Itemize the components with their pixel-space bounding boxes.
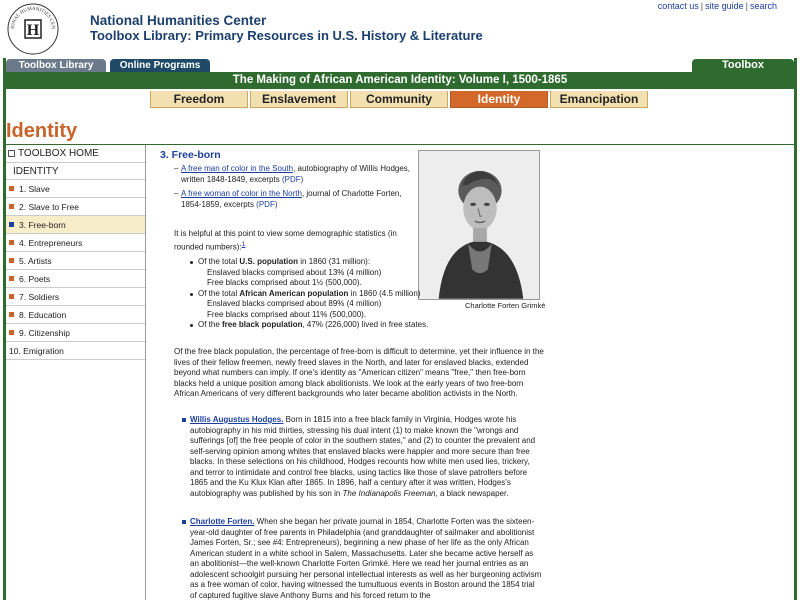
bullet-icon [9,312,14,317]
sidebar-item-slave[interactable]: 1. Slave [6,180,145,198]
search-link[interactable]: search [749,1,777,11]
sidebar-item-emigration[interactable]: 10. Emigration [6,342,145,360]
sidebar-item-slave-to-free[interactable]: 2. Slave to Free [6,198,145,216]
sidebar-toolbox-home[interactable]: TOOLBOX HOME [6,145,145,163]
bullet-icon [9,222,14,227]
bio-forten: Charlotte Forten. When she began her private journal in 1854, Charlotte Forten was the sixteen-year-old daughter of free parents in Philadelphia (and granddaughter of sailmaker and abolitionist James Forten, Sr.; see #4: Entrepreneurs), beginning a new phase of her life as the only African American student in a white school in Salem, Massachusetts. Later she became active herself as an abolitionist—the well-known Charlotte Forten Grimké. Here we read her journal entries as an adolescent schoolgirl pursuing her personal intellectual interests as well as her burgeoning activism as a free woman of color, having witnessed the tumultuous events in Boston around the 1854 trial of captured fugitive slave Anthony Burns and his forced return to the [190,517,542,600]
pdf-link-forten[interactable]: (PDF) [256,199,278,209]
bio-link-forten[interactable]: Charlotte Forten. [190,517,255,526]
list-item: Of the total African American population in 1860 (4.5 million) Enslaved blacks comprised about 89% (4 million) Free blacks comprised about 11% (500,000). [190,289,460,321]
bullet-icon [9,276,14,281]
bio-link-hodges[interactable]: Willis Augustus Hodges. [190,415,284,424]
home-icon [8,150,15,157]
list-item: – A free woman of color in the North, journal of Charlotte Forten, 1854-1859, excerpts (PDF) [174,189,424,210]
pdf-link-hodges[interactable]: (PDF) [281,174,304,184]
tab-toolbox[interactable]: Toolbox [692,59,794,72]
intro-text: It is helpful at this point to view some demographic statistics (in rounded numbers):$^1$ [174,229,397,252]
sidebar-item-citizenship[interactable]: 9. Citizenship [6,324,145,342]
bullet-icon [9,258,14,263]
sidebar-item-education[interactable]: 8. Education [6,306,145,324]
section-title: 3. Free-born [160,149,221,161]
bio-hodges: Willis Augustus Hodges. Born in 1815 into a free black family in Virginia, Hodges wrote his autobiography in his mid thirties, stressing his dual intent (1) to make known the "wrongs and sufferings [of] the free people of color in the southern states," and (2) to counter the prevalent and self-serving opinion among whites that enslaved blacks were happier and more secure than free blacks. In these selections on his childhood, Hodges recounts how white men used lies, trickery, and terror to intimidate and control free blacks, using tactics like those of slave patrollers before 1865 and the Ku Klux Klan after 1865. In 1896, half a century after it was written, Hodges's autobiography was published by his son in The Indianapolis Freeman, a black newspaper. [190,415,542,499]
sidebar-item-entrepreneurs[interactable]: 4. Entrepreneurs [6,234,145,252]
org-name[interactable]: National Humanities Center [90,13,267,28]
theme-tab-enslavement[interactable]: Enslavement [250,91,348,108]
sidebar-item-soldiers[interactable]: 7. Soldiers [6,288,145,306]
svg-text:NATIONAL HUMANITIES CENTER: IONAL HUMANITIES CEN [10,6,56,30]
volume-title-bar: The Making of African American Identity: Volume I, 1500-1865 [6,72,794,89]
list-item: Of the free black population, 47% (226,000) lived in free states. [190,320,460,331]
site-guide-link[interactable]: site guide [705,1,744,11]
tab-online-programs[interactable]: Online Programs [110,59,210,72]
nhc-logo[interactable] [6,2,60,56]
theme-tab-emancipation[interactable]: Emancipation [550,91,648,108]
org-subtitle[interactable]: Toolbox Library: Primary Resources in U.S. History & Literature [90,28,483,43]
portrait-caption: Charlotte Forten Grimké [465,301,546,310]
body-paragraph: Of the free black population, the percentage of free-born is difficult to determine, yet their influence in the lives of their fellow freemen, newly freed slaves in the North, and later for enslaved blacks, extended beyond what numbers can imply. If one's identity as "American citizen" means "free," then free-born blacks held a unique position among black abolitionists. We look at the early years of two free-born African Americans of very different backgrounds who later became abolition activists in the North. [174,347,544,398]
theme-tab-freedom[interactable]: Freedom [150,91,248,108]
sidebar-item-artists[interactable]: 5. Artists [6,252,145,270]
source-list [174,164,424,214]
bullet-icon [9,186,14,191]
statistics-list [190,257,460,331]
theme-tab-identity[interactable]: Identity [450,91,548,108]
bullet-icon [182,418,186,422]
sidebar-identity[interactable]: IDENTITY [6,163,145,180]
tab-toolbox-library[interactable]: Toolbox Library [6,59,106,72]
bullet-icon [9,294,14,299]
page-title: Identity [6,120,78,142]
site-header [0,0,800,58]
bullet-icon [9,204,14,209]
top-tabs [6,59,800,72]
bullet-icon [182,520,186,524]
list-item: Of the total U.S. population in 1860 (31 million): Enslaved blacks comprised about 13% (4 million) Free blacks comprised about 1½ (500,000). [190,257,460,289]
list-item: – A free man of color in the South, autobiography of Willis Hodges, written 1848-1849, excerpts (PDF) [174,164,424,185]
svg-text:H: H [26,22,40,39]
source-link-hodges[interactable]: A free man of color in the South [181,164,294,173]
contact-us-link[interactable]: contact us [657,1,699,11]
sidebar-item-free-born[interactable]: 3. Free-born [6,216,145,234]
footnote-link[interactable]: 1 [241,240,246,248]
source-link-forten[interactable]: A free woman of color in the North [181,189,302,198]
theme-tab-community[interactable]: Community [350,91,448,108]
sidebar [6,145,146,600]
top-links: contact us | site guide | search [657,1,777,11]
bullet-icon [9,240,14,245]
bullet-icon [9,330,14,335]
right-frame-rule [794,58,797,600]
sidebar-item-poets[interactable]: 6. Poets [6,270,145,288]
